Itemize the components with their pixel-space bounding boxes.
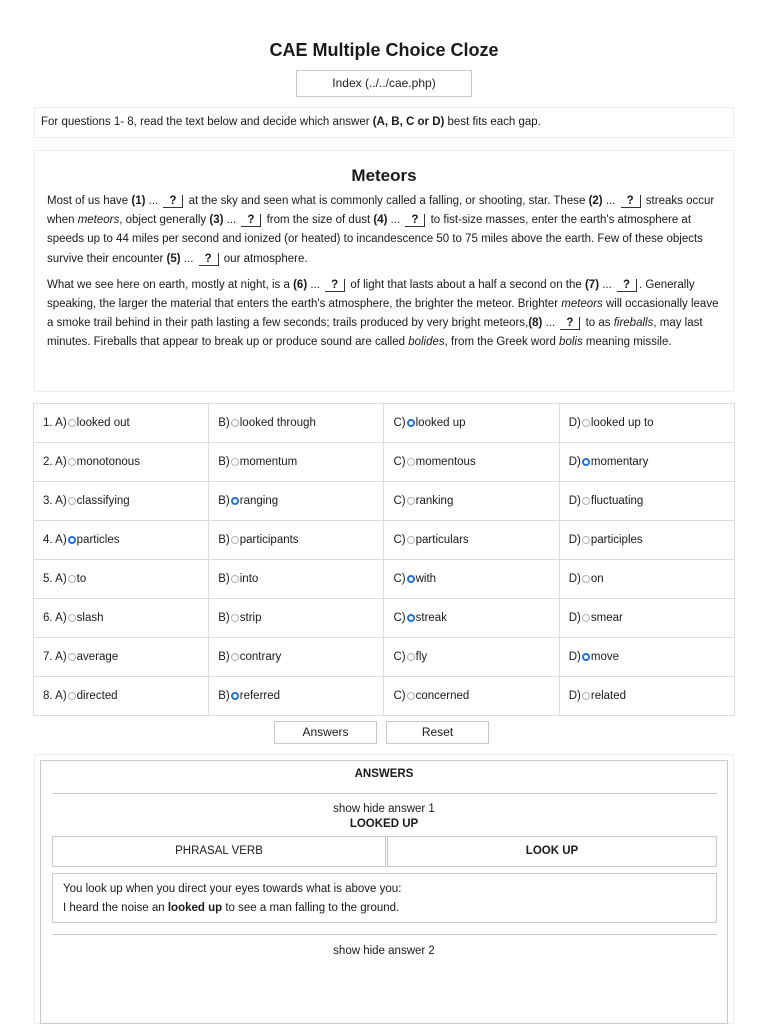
question-number: 1. — [43, 417, 53, 429]
answer-option[interactable] — [209, 404, 384, 443]
gap-7[interactable]: ? — [617, 279, 637, 292]
option-letter: A) — [55, 612, 67, 624]
answer-option[interactable] — [559, 599, 734, 638]
gap-number: (4) — [373, 214, 388, 227]
question-number: 4. — [43, 534, 53, 546]
answer-option[interactable] — [209, 443, 384, 482]
radio-icon[interactable] — [582, 497, 590, 505]
option-text: directed — [76, 690, 118, 702]
example-sentence: I heard the noise an looked up to see a man falling to the ground. — [63, 902, 400, 914]
radio-icon[interactable] — [231, 653, 239, 661]
gap-number: (1) — [131, 195, 146, 207]
radio-selected-icon[interactable] — [582, 653, 590, 661]
question-row — [34, 677, 735, 716]
answer-option[interactable] — [209, 599, 384, 638]
answer-option[interactable] — [209, 638, 384, 677]
answer-option[interactable] — [34, 677, 209, 716]
radio-selected-icon[interactable] — [407, 575, 415, 583]
answer-option[interactable] — [384, 638, 559, 677]
answer-option[interactable] — [384, 599, 559, 638]
radio-icon[interactable] — [68, 419, 76, 427]
gap-1[interactable]: ? — [163, 195, 183, 208]
answer-option[interactable] — [209, 482, 384, 521]
radio-selected-icon[interactable] — [231, 497, 239, 505]
page-title: CAE Multiple Choice Cloze — [269, 40, 499, 60]
option-letter: A) — [55, 495, 67, 507]
index-link[interactable]: Index (../../cae.php) — [296, 70, 472, 97]
option-text: participants — [239, 534, 299, 546]
answer-option[interactable] — [384, 560, 559, 599]
radio-icon[interactable] — [407, 536, 415, 544]
answers-button[interactable]: Answers — [274, 721, 377, 744]
option-letter: D) — [568, 651, 581, 663]
radio-icon[interactable] — [582, 575, 590, 583]
option-text: strip — [239, 612, 262, 624]
radio-selected-icon[interactable] — [407, 614, 415, 622]
reset-button[interactable]: Reset — [386, 721, 489, 744]
radio-icon[interactable] — [68, 497, 76, 505]
radio-icon[interactable] — [68, 458, 76, 466]
radio-icon[interactable] — [231, 575, 239, 583]
question-row — [34, 560, 735, 599]
paragraph-2: What we see here on earth, mostly at night, is a (6) ... ? of light that lasts about a half a second on the (7) ... ? . Generally speaking, the larger the material that enters the earth's atmosphere, the brighter the meteor. Brighter meteors will occasionally leave a smoke trail behind in their path lasting a few seconds; trails produced by very bright meteors,(8) ... ? to as fireballs, may last minutes. Fireballs that appear to break up or produce sound are called bolides, from the Greek word bolis meaning missile. — [47, 278, 719, 349]
option-letter: D) — [568, 690, 581, 702]
instructions-suffix: best fits each gap. — [444, 116, 541, 128]
option-letter: B) — [218, 651, 230, 663]
option-text: momentary — [590, 456, 649, 468]
option-letter: C) — [393, 456, 406, 468]
option-text: slash — [76, 612, 104, 624]
option-text: monotonous — [76, 456, 140, 468]
answer-option[interactable] — [384, 482, 559, 521]
radio-icon[interactable] — [407, 497, 415, 505]
option-letter: C) — [393, 495, 406, 507]
option-text: particulars — [415, 534, 469, 546]
option-text: fluctuating — [590, 495, 644, 507]
answer-option[interactable] — [559, 677, 734, 716]
question-number: 6. — [43, 612, 53, 624]
passage — [34, 150, 734, 392]
option-letter: A) — [55, 417, 67, 429]
option-letter: C) — [393, 690, 406, 702]
option-letter: C) — [393, 612, 406, 624]
option-text: referred — [239, 690, 281, 702]
answer-1-type: PHRASAL VERB — [52, 836, 386, 867]
option-letter: B) — [218, 495, 230, 507]
option-text: on — [590, 573, 604, 585]
option-text: looked up — [415, 417, 466, 429]
radio-icon[interactable] — [582, 692, 590, 700]
instructions — [34, 107, 734, 138]
gap-number: (6) — [293, 278, 308, 291]
gap-number: (5) — [166, 252, 181, 265]
option-text: looked up to — [590, 417, 654, 429]
show-hide-answer-1[interactable]: show hide answer 1 — [333, 803, 435, 815]
option-text: average — [76, 651, 119, 663]
option-letter: D) — [568, 612, 581, 624]
answer-option[interactable] — [34, 599, 209, 638]
radio-icon[interactable] — [582, 614, 590, 622]
option-text: contrary — [239, 651, 282, 663]
radio-selected-icon[interactable] — [582, 458, 590, 466]
radio-icon[interactable] — [68, 575, 76, 583]
answer-option[interactable] — [209, 677, 384, 716]
answer-option[interactable] — [209, 560, 384, 599]
paragraph-1: Most of us have (1) ... ? at the sky and seen what is commonly called a falling, or shooting, star. These (2) ... ? streaks occur when meteors, object generally (3) ... ? from the size of dust (4) ... ? to fist-size masses, enter the earth's atmosphere at speeds up to 44 miles per second and ionized (or heated) to incandescence 50 to 75 miles above the earth. Few of these objects survive their encounter (5) ... ? our atmosphere. — [47, 195, 715, 265]
radio-icon[interactable] — [407, 458, 415, 466]
answer-option[interactable] — [384, 677, 559, 716]
question-row — [34, 482, 735, 521]
option-letter: A) — [55, 573, 67, 585]
option-text: into — [239, 573, 259, 585]
question-number: 7. — [43, 651, 53, 663]
answer-option[interactable] — [384, 404, 559, 443]
option-text: participles — [590, 534, 643, 546]
option-text: to — [76, 573, 87, 585]
option-letter: C) — [393, 651, 406, 663]
radio-icon[interactable] — [68, 614, 76, 622]
answer-option[interactable] — [34, 638, 209, 677]
option-letter: A) — [55, 456, 67, 468]
radio-selected-icon[interactable] — [68, 536, 76, 544]
questions-table — [33, 403, 735, 716]
option-text: looked out — [76, 417, 130, 429]
question-row — [34, 638, 735, 677]
option-text: smear — [590, 612, 623, 624]
gap-number: (3) — [209, 214, 224, 227]
radio-icon[interactable] — [582, 419, 590, 427]
gap-number: (7) — [584, 278, 600, 291]
answer-option[interactable] — [34, 521, 209, 560]
option-text: ranking — [415, 495, 454, 507]
radio-selected-icon[interactable] — [407, 419, 415, 427]
option-text: related — [590, 690, 627, 702]
answer-option[interactable] — [559, 443, 734, 482]
answer-option[interactable] — [34, 560, 209, 599]
instructions-text: For questions 1- 8, read the text below and decide which answer — [41, 116, 373, 128]
option-letter: B) — [218, 417, 230, 429]
option-text: classifying — [76, 495, 130, 507]
option-letter: D) — [568, 456, 581, 468]
option-letter: B) — [218, 456, 230, 468]
option-text: ranging — [239, 495, 279, 507]
gap-number: (2) — [588, 195, 603, 207]
option-text: streak — [415, 612, 447, 624]
option-text: momentum — [239, 456, 298, 468]
gap-3[interactable]: ? — [241, 214, 261, 227]
radio-icon[interactable] — [231, 614, 239, 622]
radio-icon[interactable] — [231, 458, 239, 466]
answer-option[interactable] — [34, 404, 209, 443]
show-hide-answer-2[interactable]: show hide answer 2 — [333, 945, 435, 957]
question-row — [34, 599, 735, 638]
radio-icon[interactable] — [407, 653, 415, 661]
answer-1-explanation — [52, 873, 717, 923]
option-text: move — [590, 651, 619, 663]
option-letter: A) — [55, 651, 67, 663]
option-letter: B) — [218, 612, 230, 624]
option-letter: C) — [393, 417, 406, 429]
answer-option[interactable] — [209, 521, 384, 560]
question-row — [34, 404, 735, 443]
option-text: concerned — [415, 690, 470, 702]
option-text: momentous — [415, 456, 476, 468]
gap-6[interactable]: ? — [325, 279, 345, 292]
option-text: fly — [415, 651, 428, 663]
divider — [52, 934, 717, 935]
radio-icon[interactable] — [231, 419, 239, 427]
option-letter: B) — [218, 690, 230, 702]
option-letter: D) — [568, 573, 581, 585]
answer-option[interactable] — [34, 482, 209, 521]
radio-selected-icon[interactable] — [231, 692, 239, 700]
divider — [52, 793, 717, 794]
question-number: 8. — [43, 690, 53, 702]
option-letter: B) — [218, 573, 230, 585]
radio-icon[interactable] — [231, 536, 239, 544]
answer-option[interactable] — [559, 404, 734, 443]
answer-option[interactable] — [559, 482, 734, 521]
answer-1-base: LOOK UP — [387, 836, 717, 867]
question-row — [34, 521, 735, 560]
radio-icon[interactable] — [68, 692, 76, 700]
option-letter: A) — [55, 534, 67, 546]
option-letter: A) — [55, 690, 67, 702]
instructions-bold: (A, B, C or D) — [372, 116, 445, 128]
question-number: 5. — [43, 573, 53, 585]
answer-option[interactable] — [559, 638, 734, 677]
answers-heading: ANSWERS — [354, 768, 414, 780]
question-row — [34, 443, 735, 482]
answer-option[interactable] — [384, 521, 559, 560]
explanation-text: You look up when you direct your eyes towards what is above you: — [63, 883, 402, 895]
option-letter: B) — [218, 534, 230, 546]
radio-icon[interactable] — [407, 692, 415, 700]
answer-option[interactable] — [384, 443, 559, 482]
option-text: looked through — [239, 417, 316, 429]
option-text: particles — [76, 534, 120, 546]
radio-icon[interactable] — [582, 536, 590, 544]
option-letter: D) — [568, 534, 581, 546]
passage-title: Meteors — [351, 166, 417, 185]
option-letter: C) — [393, 573, 406, 585]
answer-1-word: LOOKED UP — [349, 818, 419, 830]
option-letter: D) — [568, 417, 581, 429]
option-letter: C) — [393, 534, 406, 546]
gap-4[interactable]: ? — [405, 214, 425, 227]
radio-icon[interactable] — [68, 653, 76, 661]
option-letter: D) — [568, 495, 581, 507]
answer-option[interactable] — [559, 560, 734, 599]
answer-option[interactable] — [34, 443, 209, 482]
question-number: 2. — [43, 456, 53, 468]
gap-number: (8) — [528, 317, 543, 330]
gap-5[interactable]: ? — [199, 253, 219, 266]
question-number: 3. — [43, 495, 53, 507]
gap-2[interactable]: ? — [621, 195, 641, 208]
answer-option[interactable] — [559, 521, 734, 560]
gap-8[interactable]: ? — [560, 317, 580, 330]
option-text: with — [415, 573, 437, 585]
